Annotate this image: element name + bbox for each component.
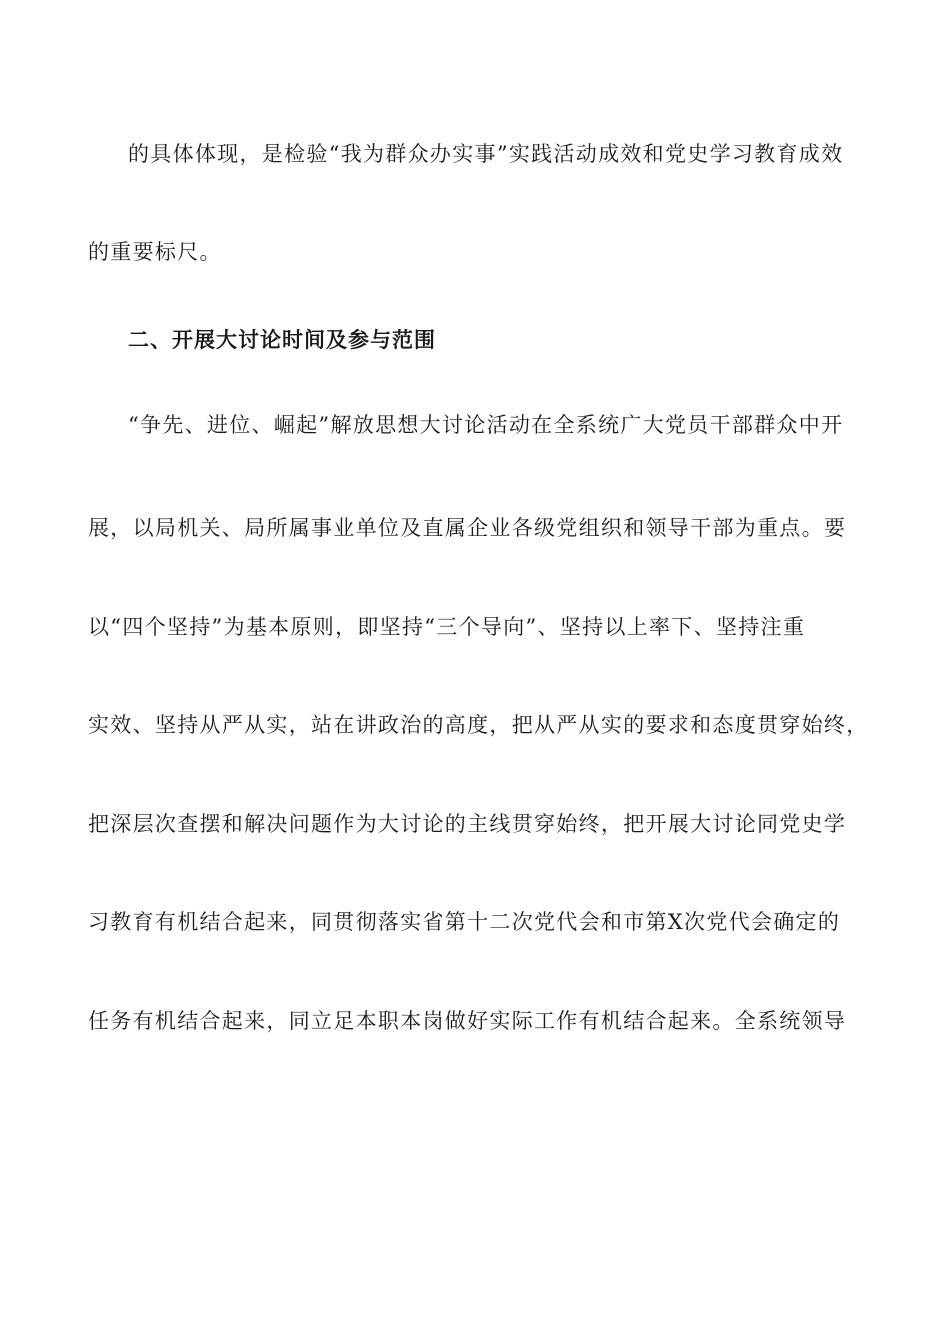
paragraph-line: “争先、进位、崛起”解放思想大讨论活动在全系统广大党员干部群众中开 <box>128 413 844 437</box>
section-heading: 二、开展大讨论时间及参与范围 <box>128 328 436 352</box>
paragraph-line: 展，以局机关、局所属事业单位及直属企业各级党组织和领导干部为重点。要 <box>88 516 847 540</box>
paragraph-line: 实效、坚持从严从实，站在讲政治的高度，把从严从实的要求和态度贯穿始终， <box>88 713 869 737</box>
paragraph-line: 的具体体现，是检验“我为群众办实事”实践活动成效和党史学习教育成效 <box>128 142 844 166</box>
paragraph-line: 的重要标尺。 <box>88 240 222 264</box>
paragraph-line: 任务有机结合起来，同立足本职本岗做好实际工作有机结合起来。全系统领导 <box>88 1009 847 1033</box>
paragraph-line: 把深层次查摆和解决问题作为大讨论的主线贯穿始终，把开展大讨论同党史学 <box>88 812 847 836</box>
paragraph-line: 习教育有机结合起来，同贯彻落实省第十二次党代会和市第X次党代会确定的 <box>88 910 841 934</box>
paragraph-line: 以“四个坚持”为基本原则，即坚持“三个导向”、坚持以上率下、坚持注重 <box>88 615 806 639</box>
